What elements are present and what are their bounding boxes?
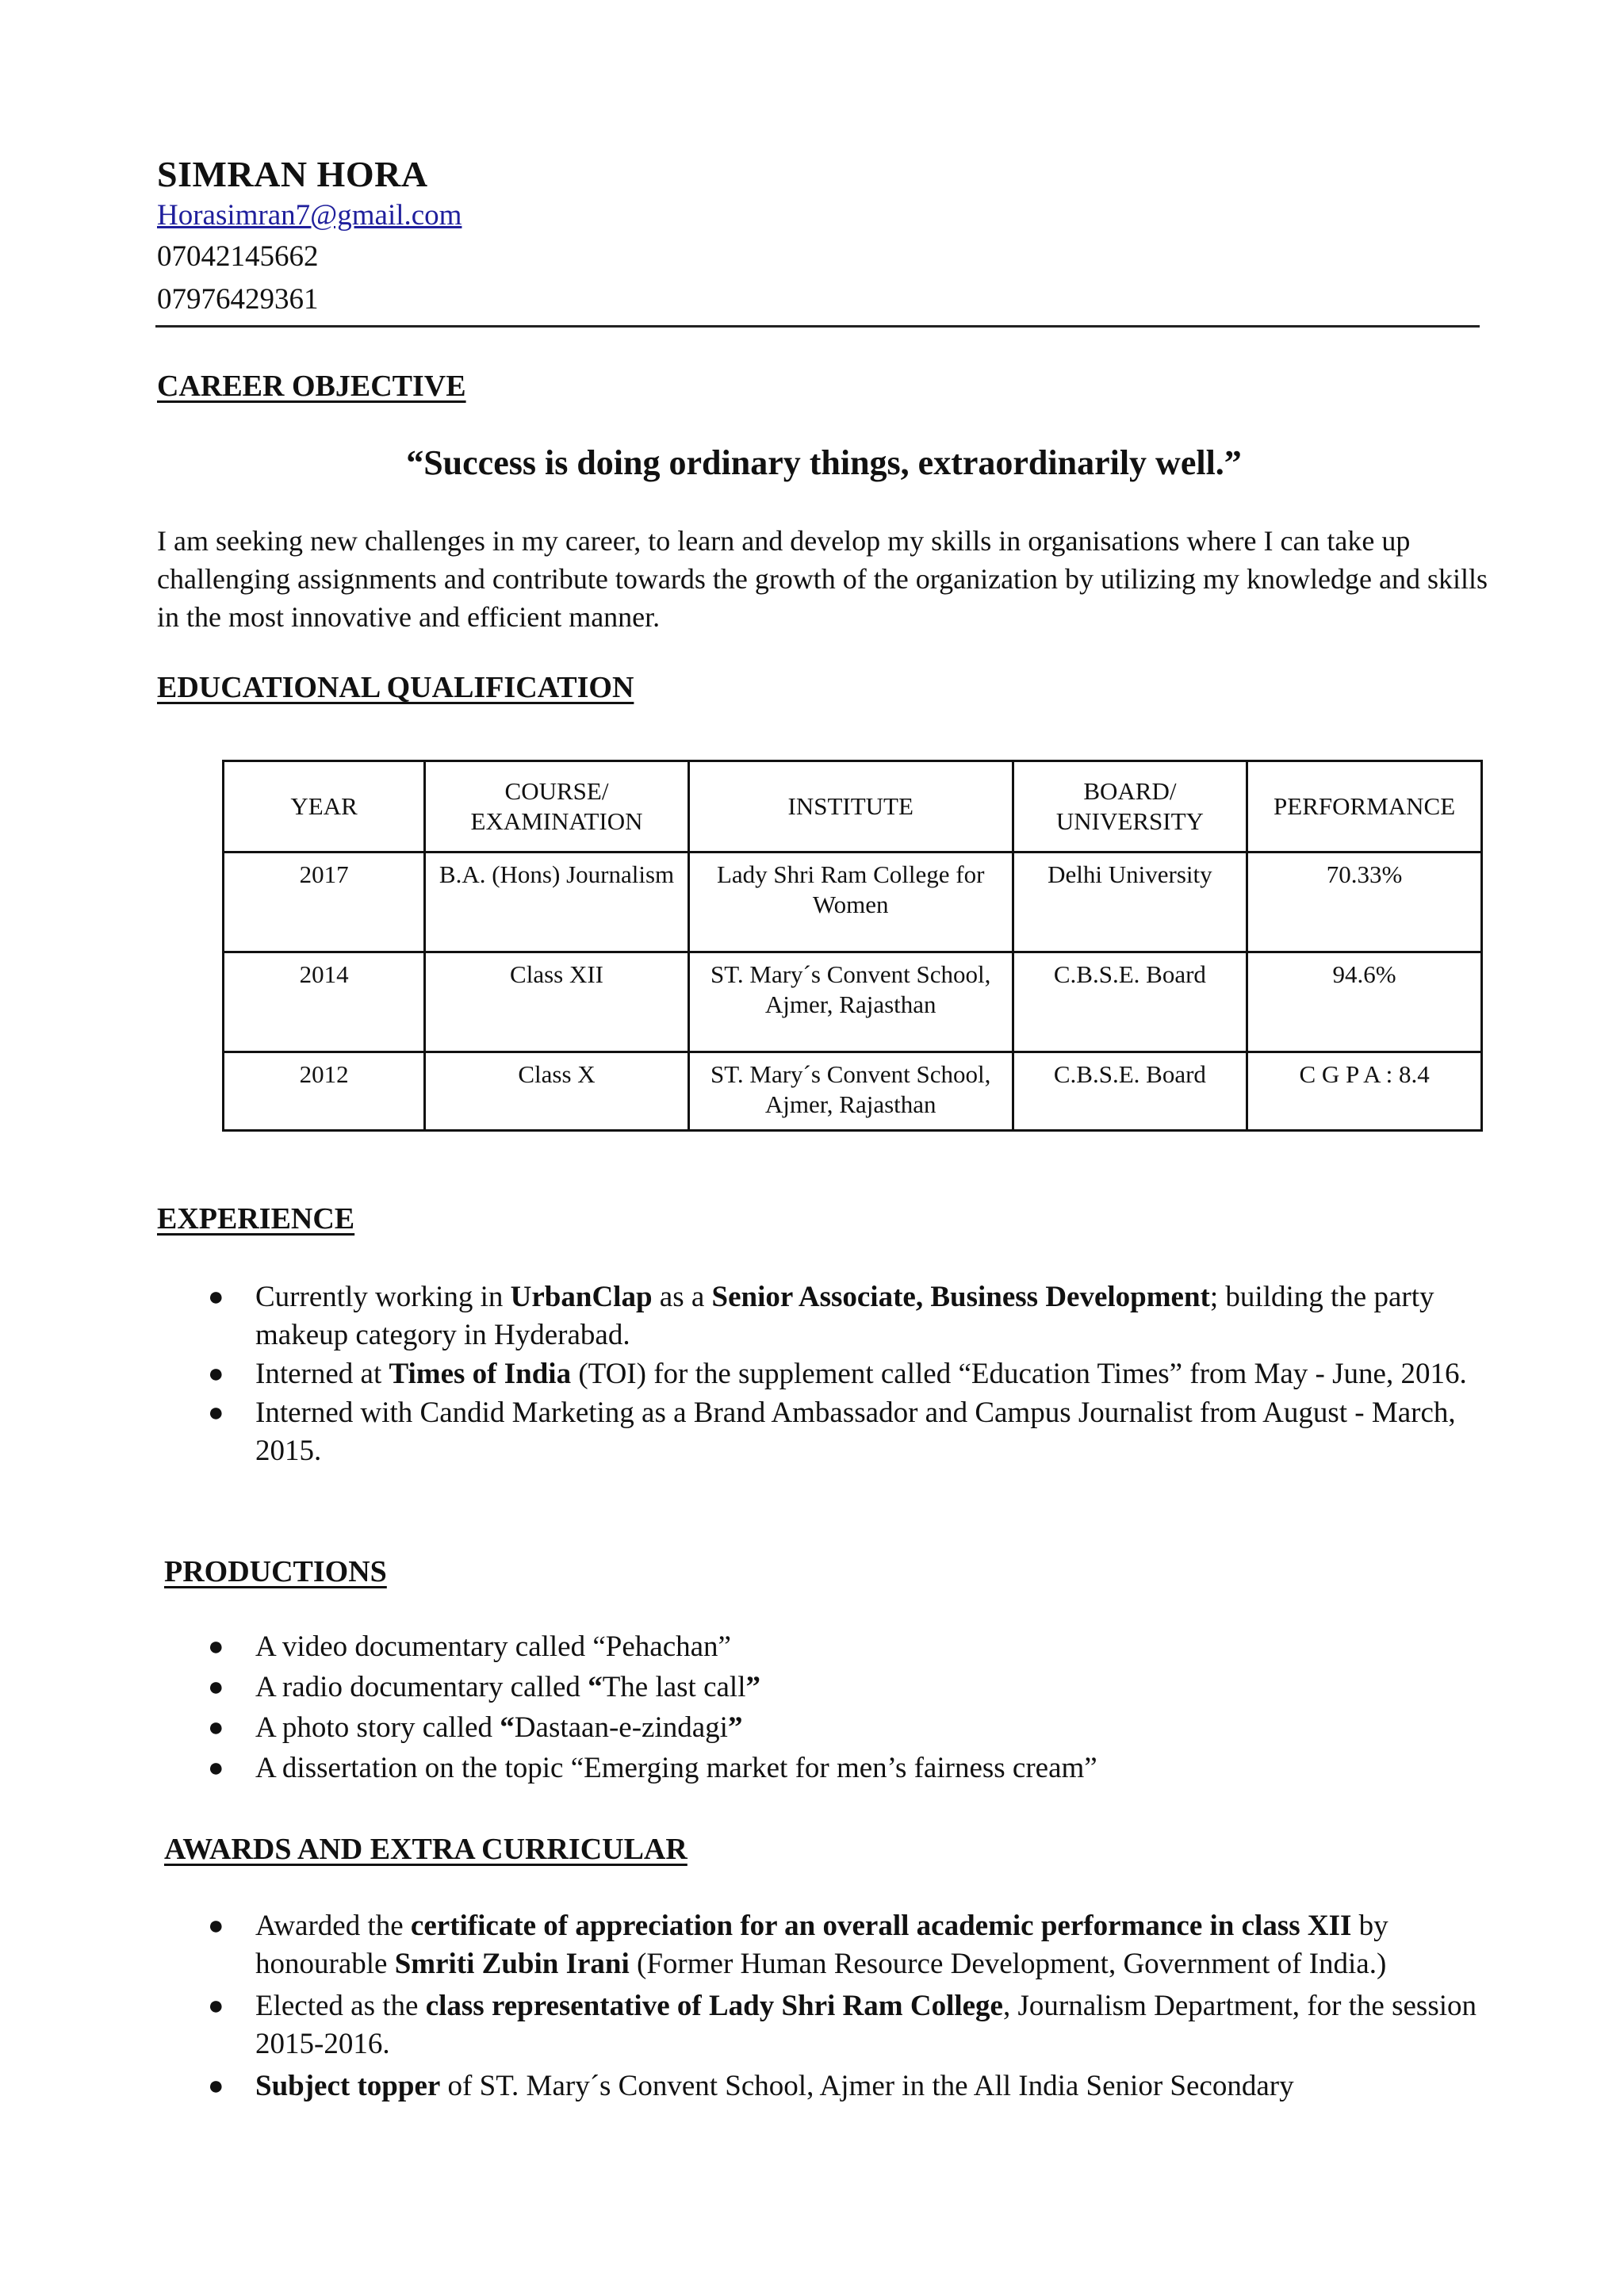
bullet-icon: ● [208,1282,224,1312]
list-item [190,1628,1491,1666]
list-item [190,1987,1491,2063]
table-row [224,952,1482,1052]
cell-institute: Lady Shri Ram College for Women [688,852,1013,952]
bullet-icon: ● [208,2071,224,2101]
item-text: Awarded the [255,1910,411,1942]
item-text: Dastaan-e-zindagi [514,1711,728,1744]
productions-list [190,1628,1491,1790]
cell-year: 2017 [224,852,425,952]
item-text: Elected as the [255,1990,426,2022]
item-bold-text: class representative of Lady Shri Ram College [425,1990,1003,2022]
phone-number-2: 07976429361 [157,283,319,316]
cell-course: B.A. (Hons) Journalism [425,852,689,952]
cell-institute: ST. Mary´s Convent School, Ajmer, Rajasthan [688,1052,1013,1131]
phone-number-1: 07042145662 [157,240,319,273]
column-header-institute: INSTITUTE [688,761,1013,852]
career-objective-heading: CAREER OBJECTIVE [157,370,466,403]
item-bold-text: UrbanClap [510,1281,653,1313]
item-text: A radio documentary called [255,1671,588,1703]
list-item [190,2067,1491,2105]
cell-board: C.B.S.E. Board [1013,952,1247,1052]
item-text: A photo story called [255,1711,500,1744]
column-header-board: BOARD/ UNIVERSITY [1013,761,1247,852]
column-header-year: YEAR [224,761,425,852]
item-bold-text: Times of India [389,1358,572,1390]
awards-heading: AWARDS AND EXTRA CURRICULAR [164,1833,688,1866]
bullet-icon: ● [208,1672,224,1702]
table-row [224,1052,1482,1131]
item-bold-text: certificate of appreciation for an overall academic performance in class XII [410,1910,1352,1942]
list-item [190,1907,1491,1983]
item-bold-text: Subject topper [255,2070,441,2102]
header-divider [155,325,1480,328]
awards-list [190,1907,1491,2109]
column-header-performance: PERFORMANCE [1247,761,1482,852]
education-table [222,760,1483,1132]
item-text: A video documentary called “Pehachan” [255,1630,731,1663]
cell-institute: ST. Mary´s Convent School, Ajmer, Rajasthan [688,952,1013,1052]
item-text: , Journalism Department, for the session 2015-2016. [255,1990,1477,2060]
column-header-course: COURSE/ EXAMINATION [425,761,689,852]
experience-heading: EXPERIENCE [157,1202,355,1236]
cell-course: Class X [425,1052,689,1131]
item-text: The last call [602,1671,746,1703]
table-row [224,852,1482,952]
cell-performance: 70.33% [1247,852,1482,952]
education-header-row [224,761,1482,852]
item-text: Currently working in [255,1281,511,1313]
bullet-icon: ● [208,1359,224,1389]
list-item [190,1669,1491,1707]
bullet-icon: ● [208,1753,224,1783]
cell-board: C.B.S.E. Board [1013,1052,1247,1131]
productions-heading: PRODUCTIONS [164,1555,387,1588]
item-text: by honourable [255,1910,1388,1980]
list-item [190,1278,1491,1354]
cell-performance: 94.6% [1247,952,1482,1052]
list-item [190,1355,1491,1393]
item-text: of ST. Mary´s Convent School, Ajmer in the All India Senior Secondary [440,2070,1294,2102]
list-item [190,1394,1491,1470]
career-quote: “Success is doing ordinary things, extraordinarily well.” [406,443,1242,482]
item-text: Interned with Candid Marketing as a Brand Ambassador and Campus Journalist from August - March, 2015. [255,1397,1456,1467]
bullet-icon: ● [208,1911,224,1941]
list-item [190,1749,1491,1787]
item-text: (Former Human Resource Development, Government of India.) [629,1948,1387,1980]
cell-performance: C G P A : 8.4 [1247,1052,1482,1131]
item-text: ; building the party makeup category in Hyderabad. [255,1281,1434,1351]
education-heading: EDUCATIONAL QUALIFICATION [157,671,634,704]
cell-board: Delhi University [1013,852,1247,952]
item-text: (TOI) for the supplement called “Education Times” from May - June, 2016. [571,1358,1467,1390]
item-bold-text: Smriti Zubin Irani [394,1948,630,1980]
item-bold-text: Senior Associate, Business Development [711,1281,1210,1313]
career-objective-text: I am seeking new challenges in my career, to learn and develop my skills in organisations where I can take up challenging assignments and contribute towards the growth of the organization by utilizing my knowledge and skills in the most innovative and efficient manner. [157,525,1488,633]
cell-year: 2012 [224,1052,425,1131]
item-bold-text: “ [588,1671,603,1703]
bullet-icon: ● [208,1991,224,2021]
bullet-icon: ● [208,1632,224,1661]
item-text: A dissertation on the topic “Emerging market for men’s fairness cream” [255,1752,1097,1784]
email-link[interactable]: Horasimran7@gmail.com [157,199,462,232]
item-bold-text: “ [500,1711,515,1744]
item-bold-text: ” [745,1671,760,1703]
item-text: Interned at [255,1358,389,1390]
cell-year: 2014 [224,952,425,1052]
experience-list [190,1278,1491,1471]
bullet-icon: ● [208,1713,224,1742]
list-item [190,1709,1491,1747]
bullet-icon: ● [208,1398,224,1427]
item-text: as a [652,1281,712,1313]
item-bold-text: ” [727,1711,743,1744]
candidate-name: SIMRAN HORA [157,154,428,194]
cell-course: Class XII [425,952,689,1052]
